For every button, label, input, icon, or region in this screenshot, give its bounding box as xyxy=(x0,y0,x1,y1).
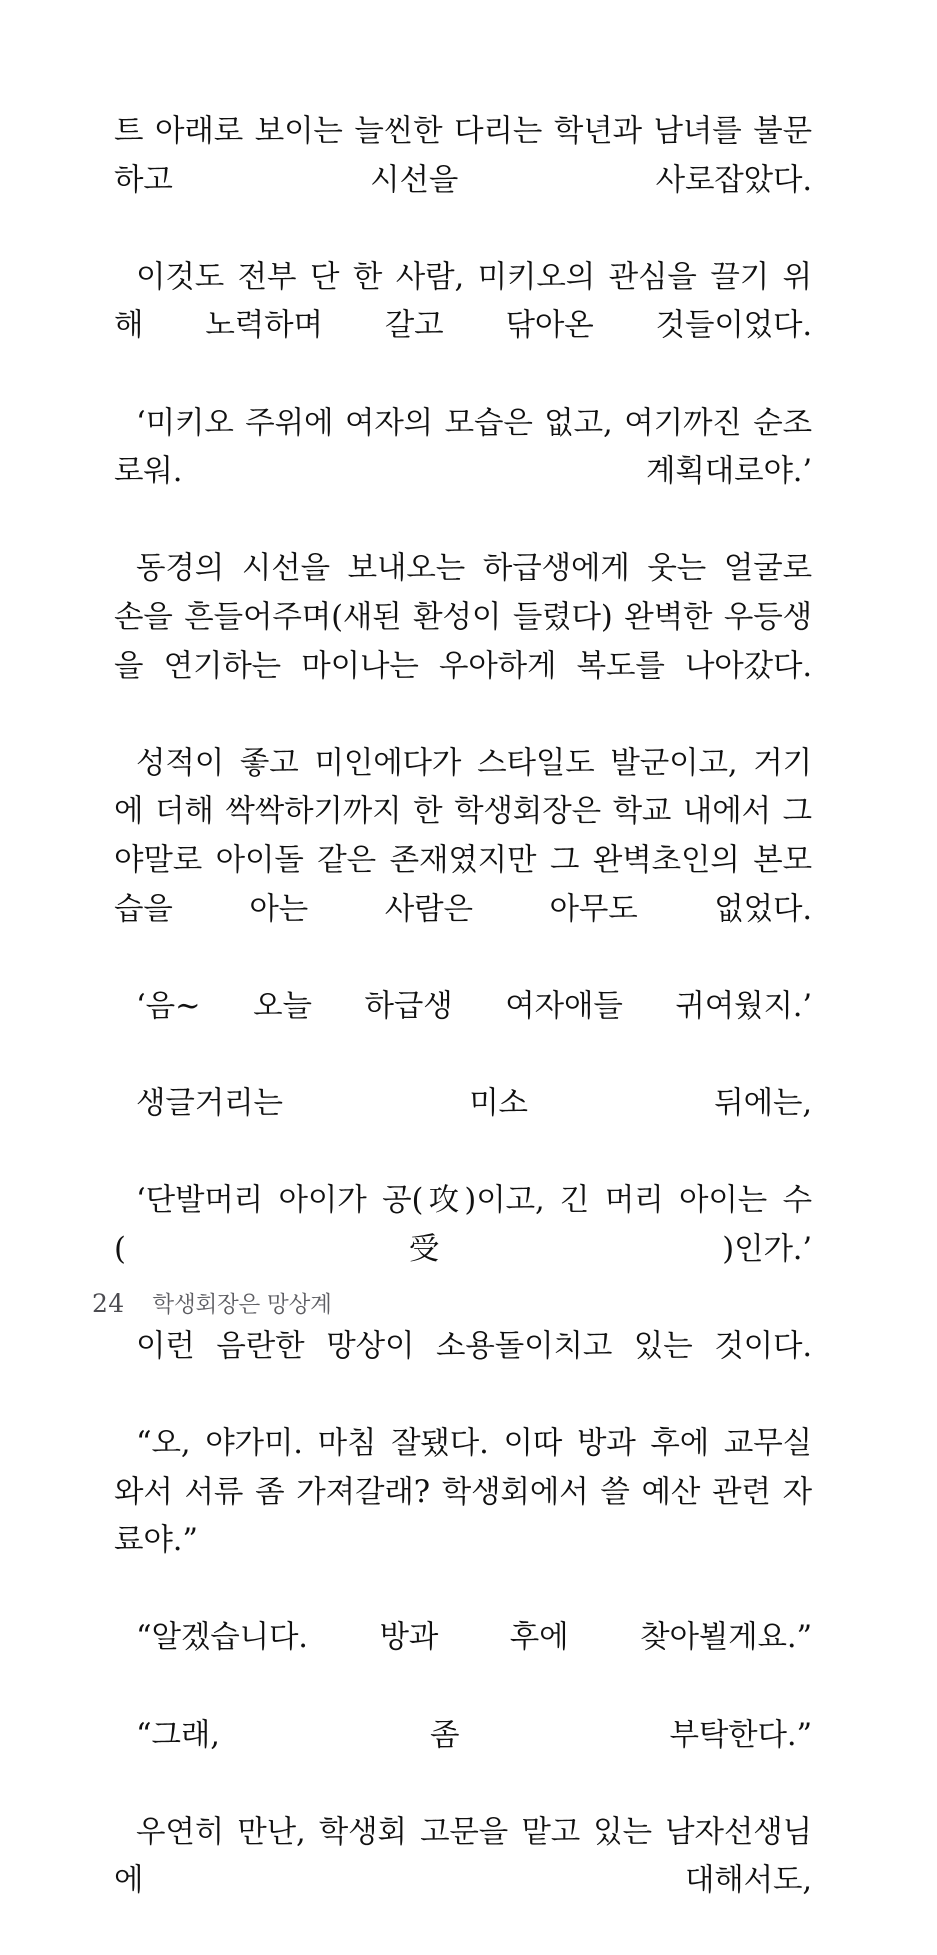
paragraph: 성적이 좋고 미인에다가 스타일도 발군이고, 거기에 더해 싹싹하기까지 한 학생회장은 학교 내에서 그야말로 아이돌 같은 존재였지만 그 완벽초인의 본모습을 아는 사람은 아무도 없었다. xyxy=(114,745,812,927)
page-footer xyxy=(92,1288,332,1321)
paragraph: “오, 야가미. 마침 잘됐다. 이따 방과 후에 교무실 와서 서류 좀 가져갈래? 학생회에서 쓸 예산 관련 자료야.” xyxy=(114,1426,812,1559)
body-text-block xyxy=(114,108,812,1955)
paragraph: ‘음~ 오늘 하급생 여자애들 귀여웠지.’ xyxy=(136,988,812,1024)
page-number: 24 xyxy=(92,1289,125,1318)
paragraph: 이것도 전부 단 한 사람, 미키오의 관심을 끌기 위해 노력하며 갈고 닦아온 것들이었다. xyxy=(114,259,812,344)
paragraph: “알겠습니다. 방과 후에 찾아뵐게요.” xyxy=(136,1620,812,1656)
paragraph: 트 아래로 보이는 늘씬한 다리는 학년과 남녀를 불문하고 시선을 사로잡았다. xyxy=(114,114,812,198)
paragraph: ‘미키오 주위에 여자의 모습은 없고, 여기까진 순조로워. 계획대로야.’ xyxy=(114,405,812,490)
running-title: 학생회장은 망상계 xyxy=(152,1292,332,1318)
paragraph: 우연히 만난, 학생회 고문을 맡고 있는 남자선생님에 대해서도, xyxy=(114,1814,812,1899)
paragraph: 이런 음란한 망상이 소용돌이치고 있는 것이다. xyxy=(136,1328,812,1364)
paragraph: ‘단발머리 아이가 공(攻)이고, 긴 머리 아이는 수(受)인가.’ xyxy=(114,1183,812,1267)
paragraph: “그래, 좀 부탁한다.” xyxy=(136,1717,812,1753)
paragraph: 동경의 시선을 보내오는 하급생에게 웃는 얼굴로 손을 흔들어주며(새된 환성이 들렸다) 완벽한 우등생을 연기하는 마이나는 우아하게 복도를 나아갔다. xyxy=(114,551,812,684)
paragraph: 생글거리는 미소 뒤에는, xyxy=(136,1085,812,1121)
